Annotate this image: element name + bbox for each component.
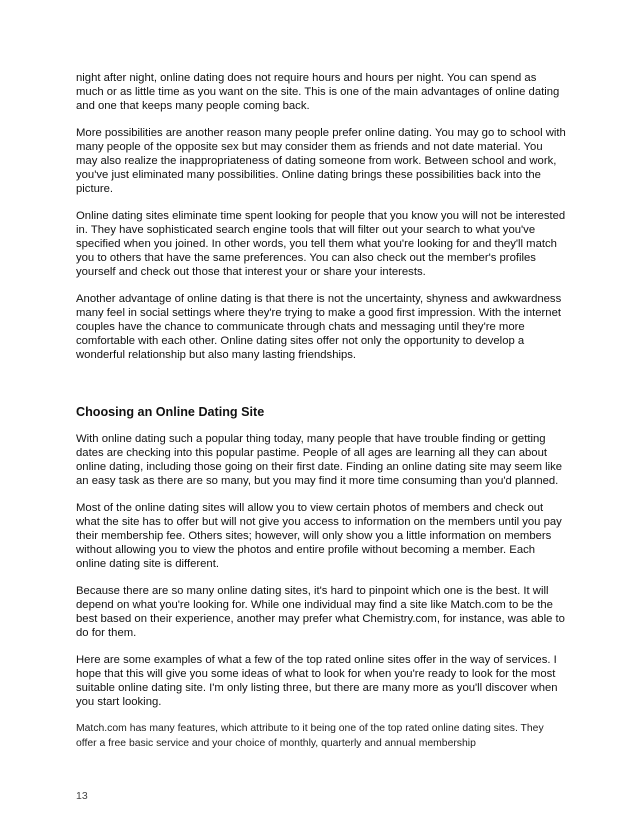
section-heading: Choosing an Online Dating Site <box>76 405 265 419</box>
body-paragraph: night after night, online dating does not require hours and hours per night. You can spend as much or as little time as you want on the site. This is one of the main advantages of online dating and one that keeps many people coming back. <box>76 72 560 112</box>
page-content <box>76 71 566 751</box>
page-number: 13 <box>76 790 88 802</box>
body-paragraph: Online dating sites eliminate time spent looking for people that you know you will not be interested in. They have sophisticated search engine tools that will filter out your search to what you've specified when you joined. In other words, you tell them what you're looking for and they'll match you to others that have the same preferences. You can also check out the member's profiles yourself and check out those that interest your or share your interests. <box>76 210 566 278</box>
section-paragraph: Because there are so many online dating sites, it's hard to pinpoint which one is the best. It will depend on what you're looking for. While one individual may find a site like Match.com to be the best based on their experience, another may prefer what Chemistry.com, for instance, was able to do for them. <box>76 585 565 639</box>
body-paragraph: Another advantage of online dating is that there is not the uncertainty, shyness and awkwardness many feel in social settings where they're trying to make a good first impression. With the internet couples have the chance to communicate through chats and messaging until they're more comfortable with each other. Online dating sites offer not only the opportunity to develop a wonderful relationship but also many lasting friendships. <box>76 293 562 361</box>
section-paragraph: With online dating such a popular thing today, many people that have trouble finding or getting dates are checking into this popular pastime. People of all ages are learning all they can about online dating, including those going on their first date. Finding an online dating site may seem like an easy task as there are so many, but you may find it more time consuming than you'd planned. <box>76 433 563 487</box>
section-paragraph: Most of the online dating sites will allow you to view certain photos of members and check out what the site has to offer but will not give you access to information on the members until you pay their membership fee. Others sites; however, will only show you a little information on members without allowing you to view the photos and entire profile without becoming a member. Each online dating site is different. <box>76 502 562 570</box>
section-paragraph: Here are some examples of what a few of the top rated online sites offer in the way of services. I hope that this will give you some ideas of what to look for when you're ready to look for the most suitable online dating site. I'm only listing three, but there are many more as you'll discover when you start looking. <box>76 654 558 708</box>
body-paragraph: More possibilities are another reason many people prefer online dating. You may go to school with many people of the opposite sex but may consider them as friends and not date material. You may also realize the inappropriateness of dating someone from work. Between school and work, you've just eliminated many possibilities. Online dating brings these possibilities back into the picture. <box>76 127 566 195</box>
closing-paragraph: Match.com has many features, which attribute to it being one of the top rated online dating sites. They offer a free basic service and your choice of monthly, quarterly and annual membership <box>76 723 544 749</box>
